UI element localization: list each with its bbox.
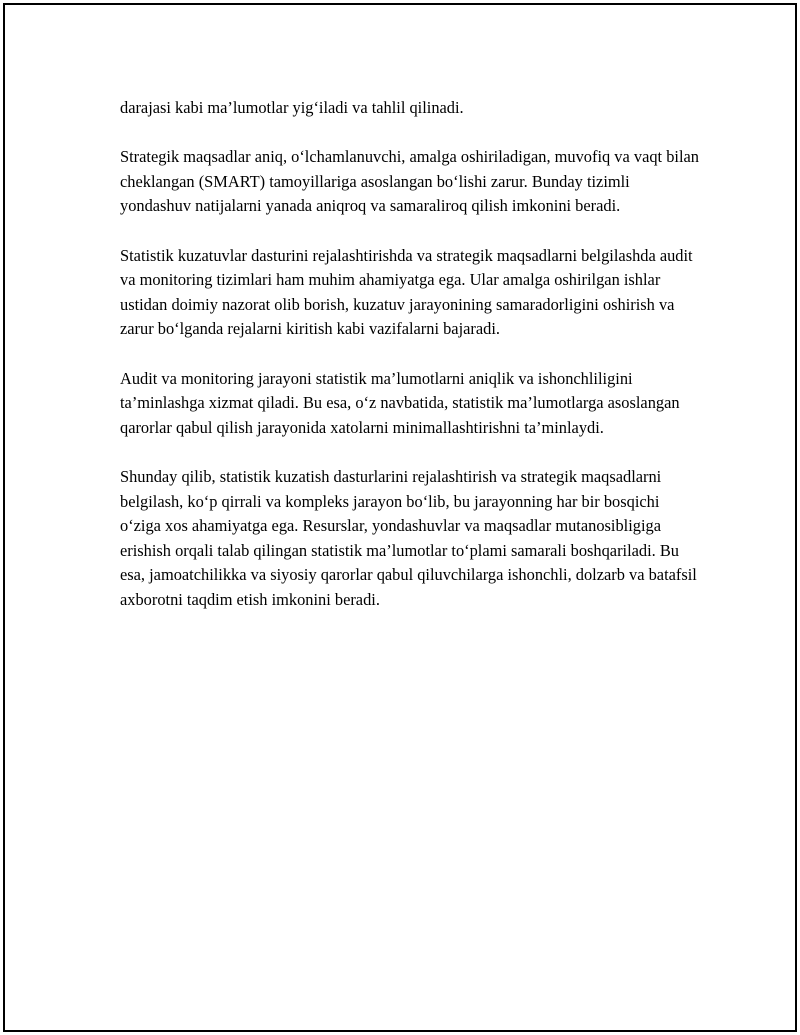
- paragraph-2: Strategik maqsadlar aniq, o‘lchamlanuvchi, amalga oshiriladigan, muvofiq va vaqt bilan cheklangan (SMART) tamoyillariga asoslangan bo‘lishi zarur. Bunday tizimli yondashuv natijalarni yanada aniqroq va samaraliroq qilish imkonini beradi.: [120, 147, 699, 216]
- paragraph-1: darajasi kabi ma’lumotlar yig‘iladi va tahlil qilinadi.: [120, 98, 464, 117]
- paragraph-3: Statistik kuzatuvlar dasturini rejalashtirishda va strategik maqsadlarni belgilashda audit va monitoring tizimlari ham muhim ahamiyatga ega. Ular amalga oshirilgan ishlar ustidan doimiy nazorat olib borish, kuzatuv jarayonining samaradorligini oshirish va zarur bo‘lganda rejalarni kiritish kabi vazifalarni bajaradi.: [120, 245, 693, 339]
- document-body: [120, 96, 700, 637]
- paragraph-5: Shunday qilib, statistik kuzatish dasturlarini rejalashtirish va strategik maqsadlarni belgilash, ko‘p qirrali va kompleks jarayon bo‘lib, bu jarayonning har bir bosqichi o‘ziga xos ahamiyatga ega. Resurslar, yondashuvlar va maqsadlar mutanosibligiga erishish orqali talab qilingan statistik ma’lumotlar to‘plami samarali boshqariladi. Bu esa, jamoatchilikka va siyosiy qarorlar qabul qiluvchilarga ishonchli, dolzarb va batafsil axborotni taqdim etish imkonini beradi.: [120, 466, 697, 609]
- paragraph-4: Audit va monitoring jarayoni statistik ma’lumotlarni aniqlik va ishonchliligini ta’minlashga xizmat qiladi. Bu esa, o‘z navbatida, statistik ma’lumotlarga asoslangan qarorlar qabul qilish jarayonida xatolarni minimallashtirishni ta’minlaydi.: [120, 368, 680, 437]
- document-page: [3, 3, 797, 1032]
